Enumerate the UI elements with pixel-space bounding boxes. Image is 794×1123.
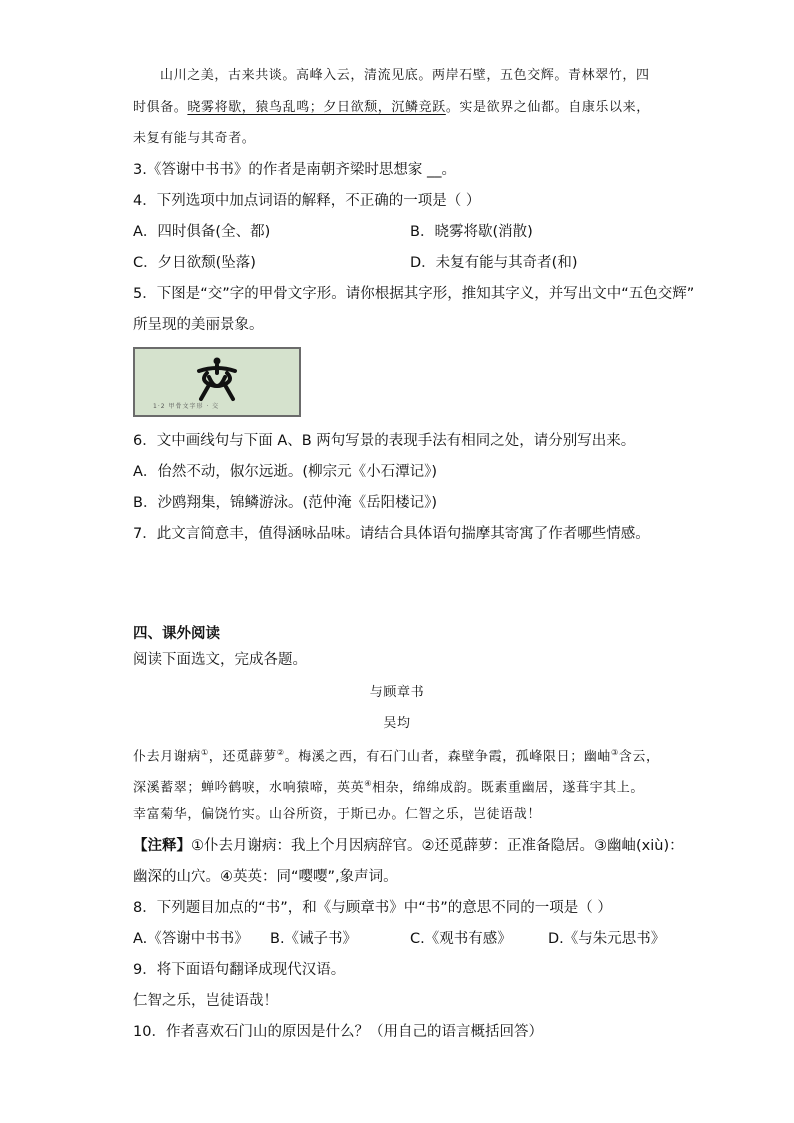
figure-caption: 1·2 甲骨文字形 · 交 [153,403,220,410]
underlined-sentence: 晓雾将歇，猿鸟乱鸣；夕日欲颓，沉鳞竞跃 [187,100,446,115]
question-6-b: B．沙鸥翔集，锦鳞游泳。(范仲淹《岳阳楼记》) [133,495,438,511]
question-5-line-1: 5．下图是“交”字的甲骨文字形。请你根据其字形，推知其字义，并写出文中“五色交辉” [133,286,695,302]
footnote-marker: ④ [364,779,372,788]
passage-text: 。实是欲界之仙都。自康乐以来， [445,100,650,115]
section-instruction: 阅读下面选文，完成各题。 [133,652,307,668]
passage2-line-2 [133,774,644,798]
notes-label: 【注释】 [133,838,191,854]
oracle-bone-figure [133,347,301,417]
option-a: A．四时俱备(全、都) [133,224,271,240]
question-3: 3.《答谢中书书》的作者是南朝齐梁时思想家 __。 [133,162,456,178]
passage-author: 吴均 [383,716,411,731]
passage-text: ，还觅薜萝 [208,749,277,765]
question-9-sentence: 仁智之乐，岂徒语哉！ [133,993,278,1009]
notes-text: ①仆去月谢病：我上个月因病辞官。②还觅薜萝：正准备隐居。③幽岫(xiù)： [191,838,684,854]
passage-line-3: 未复有能与其奇者。 [133,131,256,146]
question-5-line-2: 所呈现的美丽景象。 [133,317,264,333]
notes-line-1 [133,836,684,856]
option-a: A.《答谢中书书》 [133,931,249,947]
passage-text: 时俱备。 [133,100,188,115]
notes-line-2: 幽深的山穴。④英英：同“嘤嘤”,象声词。 [133,869,398,885]
section-heading: 四、课外阅读 [133,626,220,642]
question-9: 9．将下面语句翻译成现代汉语。 [133,962,346,978]
passage-text: 含云， [618,749,660,765]
passage-line-2 [133,98,650,118]
passage-text: 。梅溪之西，有石门山者，森壁争霞，孤峰限日；幽岫 [284,749,611,765]
option-c: C.《观书有感》 [410,931,512,947]
passage-text: 深溪蓄翠；蝉吟鹤唳，水响猿啼，英英 [133,780,365,796]
question-6-a: A．佁然不动，俶尔远逝。(柳宗元《小石潭记》) [133,464,437,480]
option-d: D．未复有能与其奇者(和) [410,255,578,271]
passage2-line-3: 幸富菊华，偏饶竹实。山谷所资，于斯已办。仁智之乐，岂徒语哉！ [133,807,542,822]
option-b: B.《诫子书》 [270,931,358,947]
footnote-marker: ① [201,748,209,757]
option-c: C．夕日欲颓(坠落) [133,255,256,271]
footnote-marker: ② [276,748,285,757]
passage-text: 仆去月谢病 [133,749,202,765]
passage-text: 相杂，绵绵成韵。既素重幽居，遂葺宇其上。 [371,780,644,796]
question-4: 4．下列选项中加点词语的解释，不正确的一项是（ ） [133,193,481,209]
passage2-line-1 [133,743,660,767]
passage-title: 与顾章书 [369,685,425,700]
question-7: 7．此文言简意丰，值得涵咏品味。请结合具体语句揣摩其寄寓了作者哪些情感。 [133,526,650,542]
passage-line-1: 山川之美，古来共谈。高峰入云，清流见底。两岸石壁，五色交辉。青林翠竹，四 [160,68,650,83]
question-10: 10．作者喜欢石门山的原因是什么？（用自己的语言概括回答） [133,1024,543,1040]
oracle-bone-jiao-glyph [191,355,243,405]
footnote-marker: ③ [611,748,619,757]
option-b: B．晓雾将歇(消散) [410,224,533,240]
question-6: 6．文中画线句与下面 A、B 两句写景的表现手法有相同之处，请分别写出来。 [133,433,636,449]
question-8: 8．下列题目加点的“书”，和《与顾章书》中“书”的意思不同的一项是（ ） [133,900,612,916]
option-d: D.《与朱元思书》 [548,931,666,947]
